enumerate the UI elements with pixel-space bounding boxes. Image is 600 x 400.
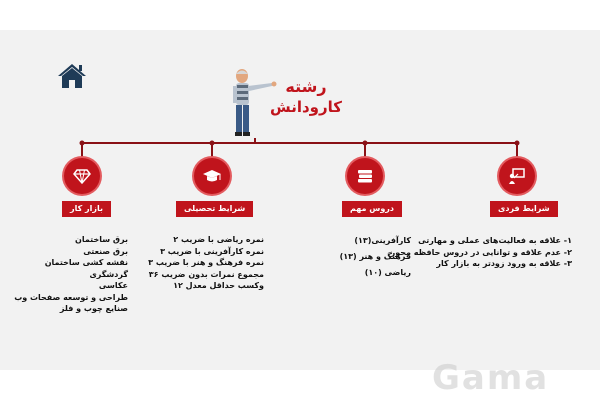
node-academic <box>194 158 230 194</box>
list-courses <box>340 233 411 281</box>
books-icon <box>355 166 375 186</box>
node-personal <box>499 158 535 194</box>
list-item: گردشگری <box>89 269 128 279</box>
diamond-icon <box>72 166 92 186</box>
list-academic <box>148 234 264 292</box>
list-item: ریاضی (۱۰) <box>364 268 411 277</box>
list-item: وکسب حداقل معدل ۱۲ <box>173 281 264 290</box>
list-item: کارآفرینی(۱۳) <box>354 236 411 245</box>
graduation-cap-icon <box>202 166 222 186</box>
list-item: فرهنگ و هنر (۱۳) <box>339 252 411 261</box>
watermark-logo: Gama <box>432 358 550 398</box>
list-item: طراحی و توسعه صفحات وب <box>14 292 128 302</box>
list-item: ۳- علاقه به ورود زودتر به بازار کار <box>436 259 572 268</box>
node-courses <box>347 158 383 194</box>
list-market <box>14 234 128 315</box>
list-item: نمره ریاضی با ضریب ۲ <box>173 235 264 244</box>
node-market <box>64 158 100 194</box>
label-market: بازار کار <box>62 201 111 217</box>
list-item: نمره کارآفرینی با ضریب ۳ <box>160 246 264 256</box>
list-item: نمره فرهنگ و هنر با ضریب ۳ <box>148 258 264 267</box>
label-personal: شرایط فردی <box>490 201 558 217</box>
list-item: نقشه کشی ساختمان <box>44 258 128 267</box>
label-academic: شرایط تحصیلی <box>176 201 253 217</box>
list-item: صنایع چوب و فلز <box>59 304 128 313</box>
label-courses: دروس مهم <box>342 201 402 217</box>
list-personal <box>391 235 572 270</box>
list-item: برق ساختمان <box>74 235 128 244</box>
list-item: مجموع نمرات بدون ضریب ۳۶ <box>148 269 264 279</box>
title-line-2: کارودانش <box>270 98 342 116</box>
title-line-1: رشته <box>285 77 327 96</box>
list-item: عکاسی <box>98 281 128 290</box>
list-item: برق صنعتی <box>83 246 128 256</box>
list-item: ۱- علاقه به فعالیت‌های عملی و مهارتی <box>418 236 572 245</box>
list-item: ۲- عدم علاقه و توانایی در دروس حافظه محور <box>390 247 572 257</box>
presenter-icon <box>507 166 527 186</box>
